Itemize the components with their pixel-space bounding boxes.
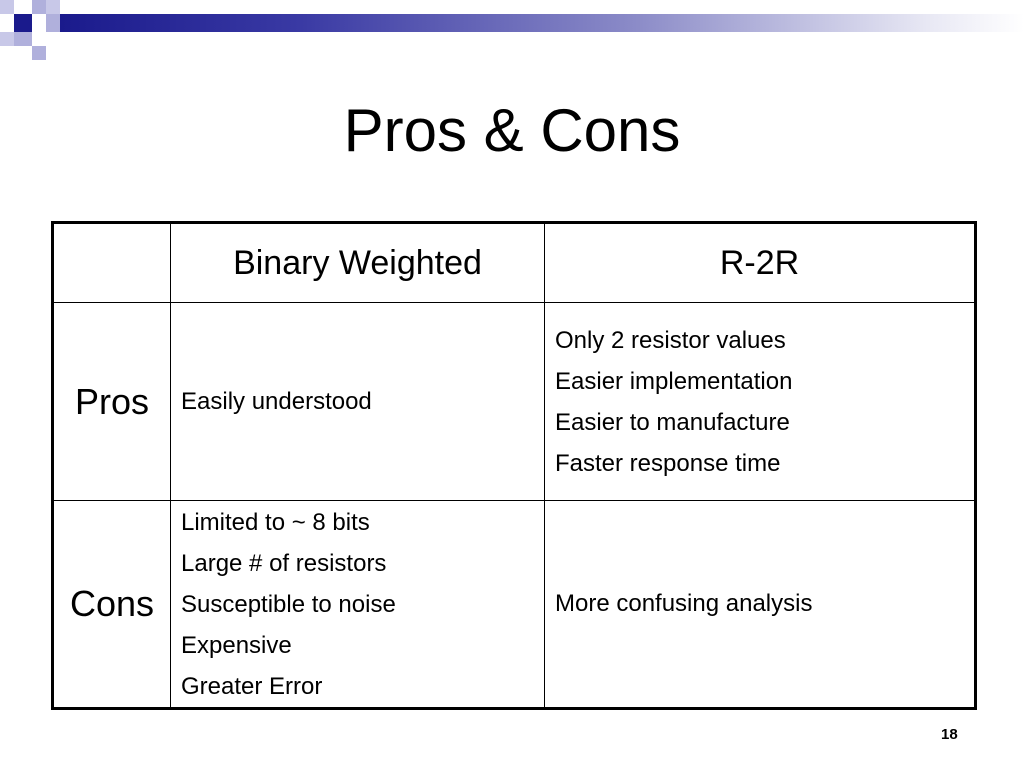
cell-pros-binary-weighted: [171, 303, 545, 501]
pros-cons-table: [51, 221, 977, 710]
list-item: Large # of resistors: [181, 549, 387, 577]
header-cell-binary-weighted: Binary Weighted: [171, 223, 545, 303]
cell-cons-binary-weighted: [171, 501, 545, 709]
row-label-pros: Pros: [53, 303, 171, 501]
pros-r2r-list: [555, 320, 964, 484]
table-row-pros: [53, 303, 976, 501]
cons-binary-list: [181, 502, 534, 707]
list-item: Only 2 resistor values: [555, 326, 786, 354]
cell-pros-r2r: [545, 303, 976, 501]
decor-square: [0, 32, 14, 46]
list-item: Limited to ~ 8 bits: [181, 508, 370, 536]
table-header-row: [53, 223, 976, 303]
list-item: Easily understood: [181, 387, 372, 415]
cell-cons-r2r: [545, 501, 976, 709]
list-item: Faster response time: [555, 449, 781, 477]
list-item: More confusing analysis: [555, 590, 813, 617]
decor-square: [14, 32, 32, 46]
decor-square: [0, 0, 14, 14]
list-item: Expensive: [181, 631, 292, 659]
slide-title: Pros & Cons: [343, 97, 681, 164]
decor-square: [32, 0, 46, 14]
page-number: 18: [941, 726, 958, 743]
decor-square: [32, 46, 46, 60]
list-item: Greater Error: [181, 672, 323, 700]
list-item: Easier implementation: [555, 367, 793, 395]
decor-square: [14, 14, 32, 32]
header-cell-r2r: R-2R: [545, 223, 976, 303]
row-label-cons: Cons: [53, 501, 171, 709]
list-item: Susceptible to noise: [181, 590, 396, 618]
table-row-cons: [53, 501, 976, 709]
header-gradient-bar: [60, 14, 1024, 32]
header-cell-empty: [53, 223, 171, 303]
decor-square: [46, 14, 60, 32]
list-item: Easier to manufacture: [555, 408, 790, 436]
decor-square: [46, 0, 60, 14]
